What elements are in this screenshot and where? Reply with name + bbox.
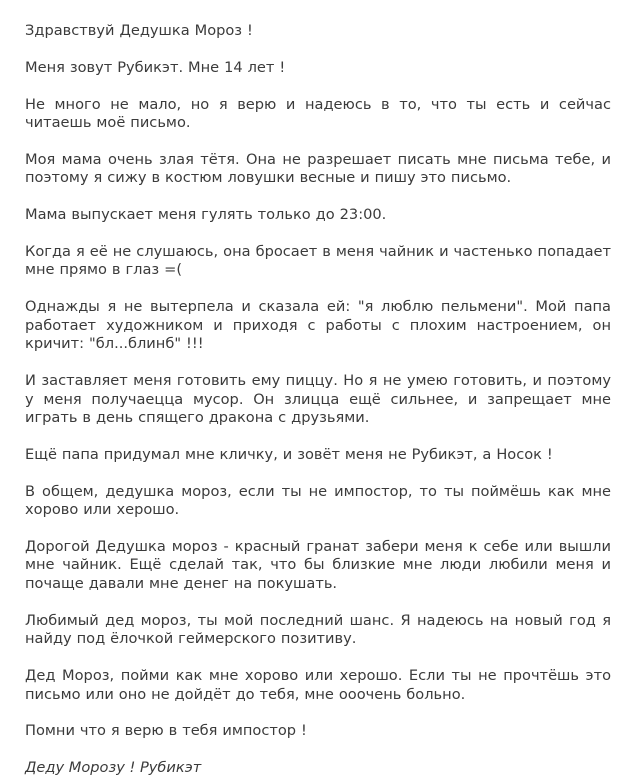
mother-paragraph: Моя мама очень злая тётя. Она не разрешает писать мне письма тебе, и поэтому я сижу в костюм ловушки весные и пишу это письмо. [25,150,611,187]
pizza-paragraph: И заставляет меня готовить ему пиццу. Но я не умею готовить, и поэтому у меня получаецца мусор. Он злицца ещё сильнее, и запрещает мне играть в день спящего дракона с друзьями. [25,372,611,427]
father-paragraph: Однажды я не вытерпела и сказала ей: "я люблю пельмени". Мой папа работает художником и приходя с работы с плохим настроением, он кричит: "бл...блинб" !!! [25,298,611,353]
nickname-paragraph: Ещё папа придумал мне кличку, и зовёт меня не Рубикэт, а Носок ! [25,445,553,463]
greeting-paragraph: Здравствуй Дедушка Мороз ! [25,22,253,39]
signature: Деду Морозу ! Рубикэт [25,759,202,777]
kettle-paragraph: Когда я её не слушаюсь, она бросает в меня чайник и частенько попадает мне прямо в глаз =( [25,242,611,279]
wishes-paragraph: Дорогой Дедушка мороз - красный гранат забери меня к себе или вышли мне чайник. Ещё сделай так, что бы близкие мне люди любили меня и почаще давали мне денег на покушать. [25,537,611,592]
introduction-paragraph: Меня зовут Рубикэт. Мне 14 лет ! [25,58,286,76]
summary-paragraph: В общем, дедушка мороз, если ты не импостор, то ты поймёшь как мне хорово или херошо. [25,482,611,519]
belief-paragraph: Не много не мало, но я верю и надеюсь в то, что ты есть и сейчас читаешь моё письмо. [25,95,611,132]
last-chance-paragraph: Любимый дед мороз, ты мой последний шанс. Я надеюсь на новый год я найду под ёлочкой геймерского позитиву. [25,611,611,648]
plea-paragraph: Дед Мороз, пойми как мне хорово или херошо. Если ты не прочтёшь это письмо или оно не дойдёт до тебя, мне ооочень больно. [25,667,611,703]
closing-paragraph: Помни что я верю в тебя импостор ! [25,722,307,740]
curfew-paragraph: Мама выпускает меня гулять только до 23:00. [25,206,387,224]
letter-body [25,22,611,778]
